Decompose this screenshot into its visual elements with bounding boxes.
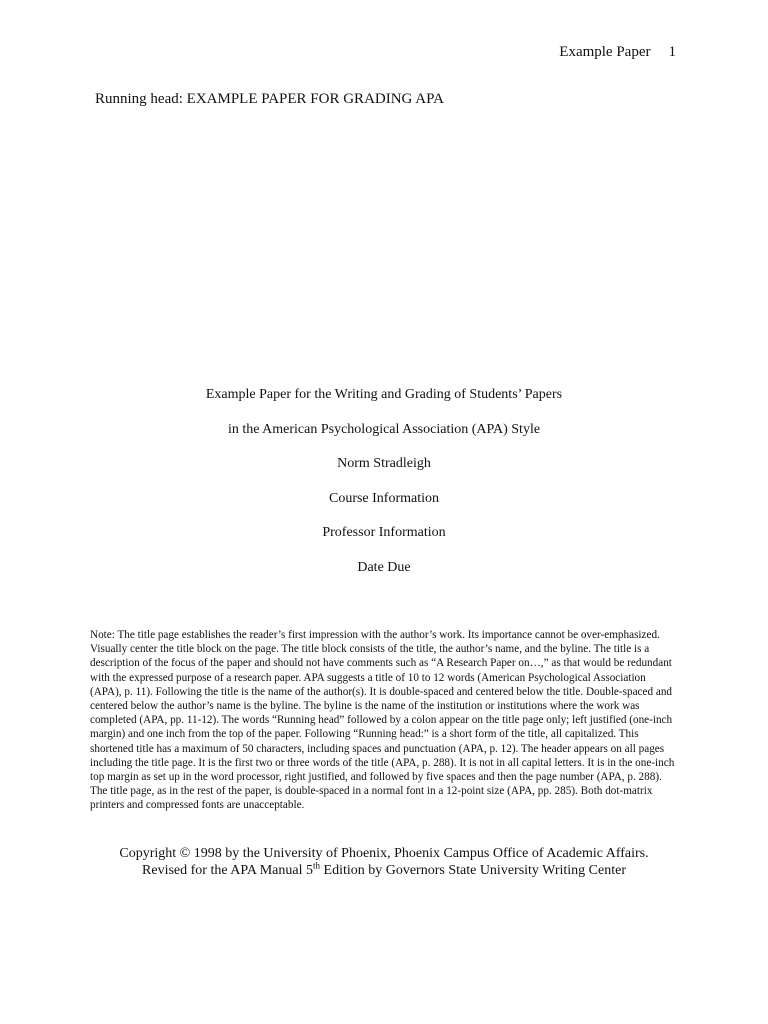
author-name: Norm Stradleigh: [337, 456, 431, 472]
title-block: [0, 385, 768, 593]
edition-superscript: th: [313, 860, 321, 871]
copyright-block: [0, 845, 768, 879]
date-due: Date Due: [357, 559, 411, 575]
copyright-line: Copyright © 1998 by the University of Phoenix, Phoenix Campus Office of Academic Affairs.: [119, 846, 649, 861]
professor-information: Professor Information: [322, 525, 446, 541]
page-number: 1: [668, 44, 676, 60]
revision-text-end: Edition by Governors State University Writing Center: [320, 863, 626, 878]
title-line-1: Example Paper for the Writing and Grading of Students’ Papers: [205, 387, 563, 402]
title-line-2: in the American Psychological Association (APA) Style: [227, 421, 541, 437]
course-information: Course Information: [328, 490, 440, 506]
header-short-title: Example Paper: [559, 44, 651, 60]
revision-text-start: Revised for the APA Manual 5: [142, 863, 313, 878]
revision-line: [0, 862, 768, 879]
title-page-note: Note: The title page establishes the reader’s first impression with the author’s work. Its importance cannot be over-emphasized. Visually center the title block on the page. The title block consists of the title, the author’s name, and the byline. The title is a description of the focus of the paper and should not have comments such as “A Research Paper on…,” as that would be redundant with the expressed purpose of a research paper. APA suggests a title of 10 to 12 words (American Psychological Association (APA), p. 11). Following the title is the name of the author(s). It is double-spaced and centered below the title. Double-spaced and centered below the author’s name is the byline. The byline is the name of the institution or institutions where the work was completed (APA, pp. 11-12). The words “Running head” followed by a colon appear on the title page only; left justified (one-inch margin) and one inch from the top of the paper. Following “Running head:” is a short form of the title, all capitalized. This shortened title has a maximum of 50 characters, including spaces and punctuation (APA, p. 12). The header appears on all pages including the title page. It is the first two or three words of the title (APA, p. 288). It is not in all capital letters. It is in the one-inch top margin as set up in the word processor, right justified, and followed by five spaces and then the page number (APA, p. 288). The title page, as in the rest of the paper, is double-spaced in a normal font in a 12-point size (APA, pp. 285). Both dot-matrix printers and compressed fonts are unacceptable.: [90, 629, 675, 812]
page-header: [559, 44, 676, 61]
running-head: Running head: EXAMPLE PAPER FOR GRADING APA: [95, 91, 444, 107]
